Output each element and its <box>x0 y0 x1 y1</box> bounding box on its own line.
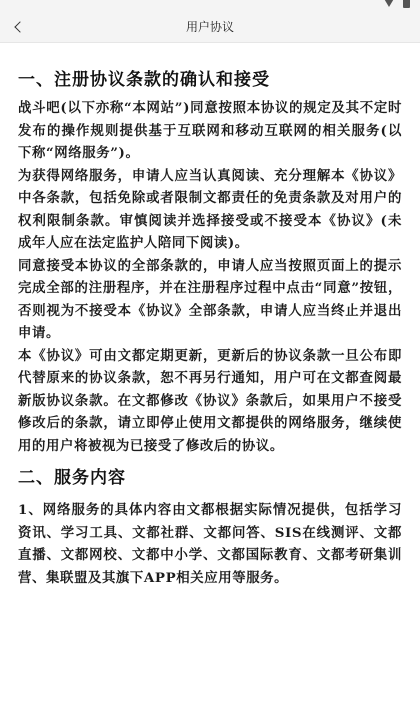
wifi-icon <box>383 0 395 7</box>
section-heading-registration: 一、注册协议条款的确认和接受 <box>18 70 270 90</box>
page-title: 用户协议 <box>185 20 234 34</box>
status-bar <box>0 0 420 12</box>
section-heading-services: 二、服务内容 <box>18 468 126 488</box>
status-icons <box>383 0 410 8</box>
navigation-bar <box>0 12 420 43</box>
agreement-paragraph: 1、网络服务的具体内容由文都根据实际情况提供，包括学习资讯、学习工具、文都社群、文都问答、SIS在线测评、文都直播、文都网校、文都中小学、文都国际教育、文都考研集训营、集联盟及其旗下APP相关应用等服务。 <box>18 502 402 586</box>
section-body-registration <box>18 97 402 457</box>
battery-icon <box>403 0 410 8</box>
agreement-content[interactable] <box>0 43 420 701</box>
agreement-paragraph: 同意接受本协议的全部条款的，申请人应当按照页面上的提示完成全部的注册程序，并在注册程序过程中点击“同意”按钮，否则视为不接受本《协议》全部条款，申请人应当终止并退出申请。 <box>18 257 402 341</box>
section-body-services <box>18 499 402 589</box>
agreement-paragraph: 本《协议》可由文都定期更新，更新后的协议条款一旦公布即代替原来的协议条款，恕不再另行通知，用户可在文都查阅最新版协议条款。在文都修改《协议》条款后，如果用户不接受修改后的条款，请立即停止使用文都提供的网络服务，继续使用的用户将被视为已接受了修改后的协议。 <box>18 347 402 454</box>
agreement-paragraph: 为获得网络服务，申请人应当认真阅读、充分理解本《协议》中各条款，包括免除或者限制文都责任的免责条款及对用户的权利限制条款。审慎阅读并选择接受或不接受本《协议》(未成年人应在法定监护人陪同下阅读)。 <box>18 167 402 251</box>
agreement-paragraph: 战斗吧(以下亦称“本网站”)同意按照本协议的规定及其不定时发布的操作规则提供基于互联网和移动互联网的相关服务(以下称“网络服务”)。 <box>18 100 402 161</box>
